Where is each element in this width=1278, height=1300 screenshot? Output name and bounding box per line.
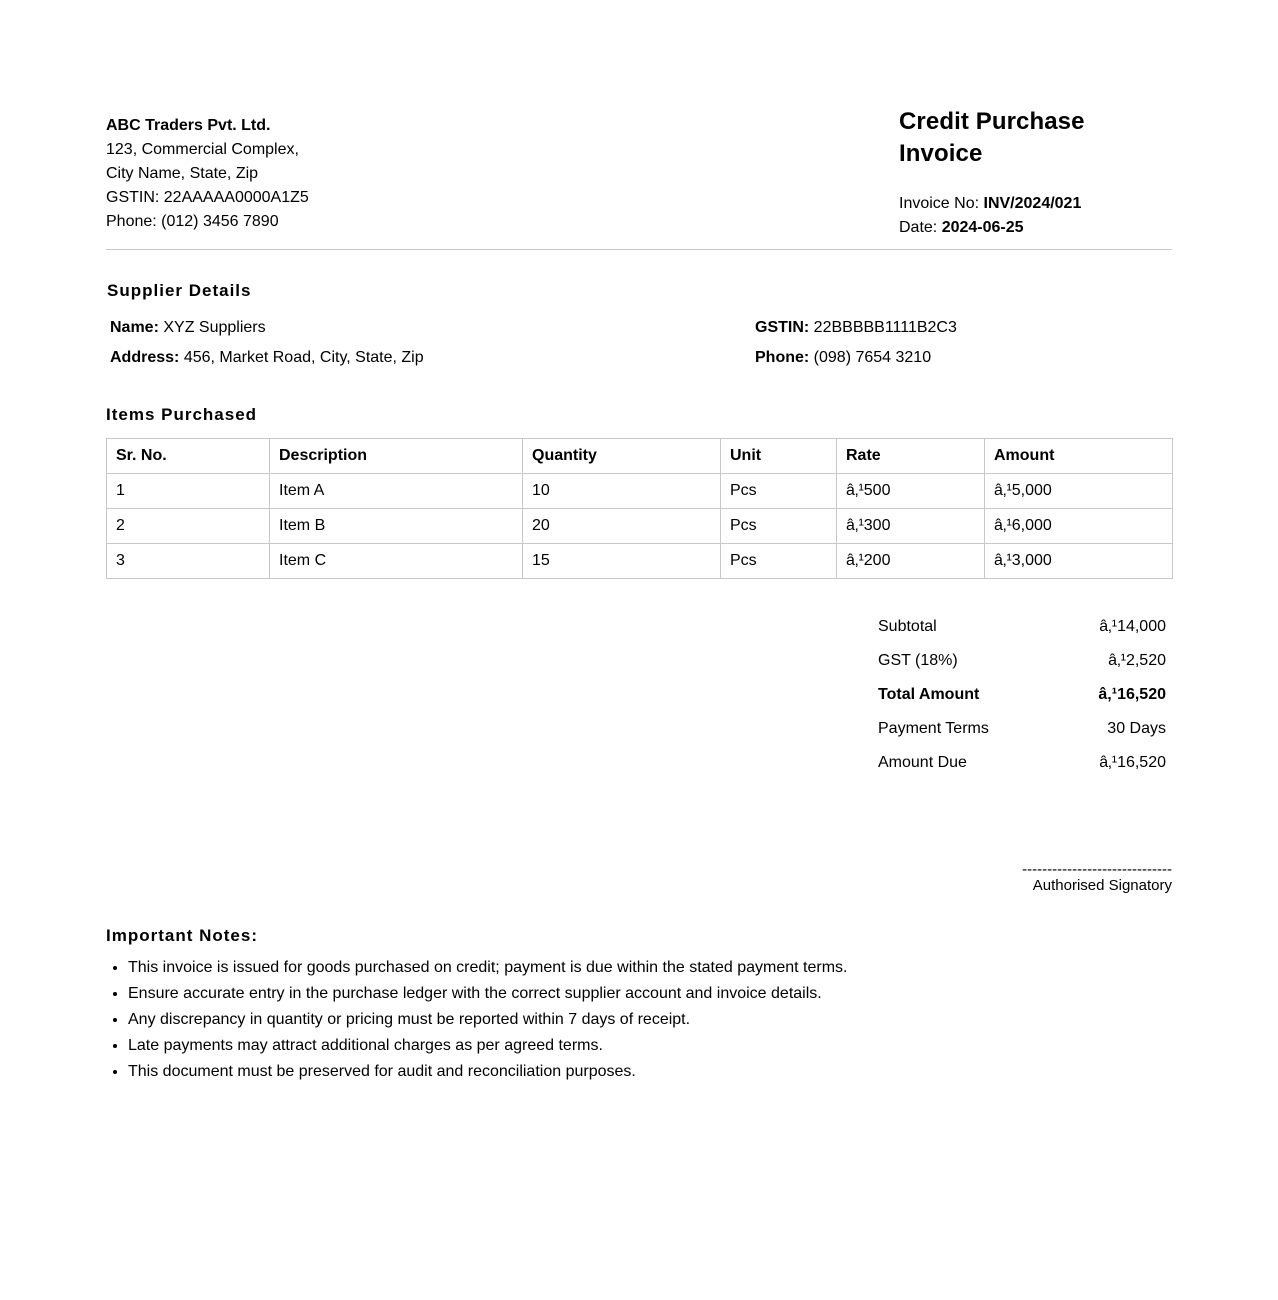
list-item: • This document must be preserved for audit and reconciliation purposes. — [128, 1059, 1128, 1085]
supplier-gstin-label: GSTIN: — [755, 319, 810, 336]
invoice-number: INV/2024/021 — [983, 195, 1082, 212]
company-name: ABC Traders Pvt. Ltd. — [106, 117, 271, 134]
list-item: • Ensure accurate entry in the purchase ledger with the correct supplier account and invoice details. — [128, 981, 1128, 1007]
notes-title: Important Notes: — [106, 926, 258, 945]
company-gstin: GSTIN: 22AAAAA0000A1Z5 — [106, 189, 309, 206]
cell-quantity: 20 — [523, 509, 721, 544]
company-address-line1: 123, Commercial Complex, — [106, 141, 299, 158]
cell-description: Item B — [270, 509, 523, 544]
supplier-phone-row — [755, 347, 931, 369]
column-header-sr-no: Sr. No. — [107, 439, 270, 474]
subtotal-label: Subtotal — [878, 618, 937, 635]
signature-label: Authorised Signatory — [1032, 877, 1172, 894]
supplier-name: XYZ Suppliers — [163, 319, 266, 336]
cell-unit: Pcs — [721, 509, 837, 544]
cell-quantity: 15 — [523, 544, 721, 579]
subtotal-row — [878, 610, 1166, 644]
supplier-address-label: Address: — [110, 349, 180, 366]
company-block — [106, 114, 309, 234]
amount-due-label: Amount Due — [878, 754, 967, 771]
supplier-address-row — [110, 347, 424, 369]
company-phone: Phone: (012) 3456 7890 — [106, 213, 279, 230]
cell-description: Item C — [270, 544, 523, 579]
supplier-phone-label: Phone: — [755, 349, 810, 366]
cell-sr-no: 3 — [107, 544, 270, 579]
signature-block — [1022, 862, 1172, 894]
company-address-line2: City Name, State, Zip — [106, 165, 259, 182]
cell-amount: â‚¹3,000 — [985, 544, 1173, 579]
list-item: • Any discrepancy in quantity or pricing must be reported within 7 days of receipt. — [128, 1007, 1128, 1033]
invoice-date-label: Date: — [899, 219, 938, 236]
supplier-gstin: 22BBBBB1111B2C3 — [813, 319, 957, 336]
invoice-title: Credit Purchase Invoice — [899, 108, 1085, 167]
column-header-amount: Amount — [985, 439, 1173, 474]
supplier-address: 456, Market Road, City, State, Zip — [183, 349, 424, 366]
supplier-gstin-row — [755, 317, 957, 339]
invoice-date: 2024-06-25 — [941, 219, 1024, 236]
cell-sr-no: 1 — [107, 474, 270, 509]
table-row — [107, 509, 1173, 544]
table-row — [107, 474, 1173, 509]
header-divider — [106, 249, 1172, 250]
payment-terms-row — [878, 712, 1166, 746]
cell-rate: â‚¹200 — [837, 544, 985, 579]
cell-unit: Pcs — [721, 544, 837, 579]
gst-label: GST (18%) — [878, 652, 958, 669]
payment-terms-label: Payment Terms — [878, 720, 989, 737]
amount-due-value: â‚¹16,520 — [1099, 754, 1166, 771]
invoice-number-row — [899, 192, 1172, 216]
cell-amount: â‚¹5,000 — [985, 474, 1173, 509]
cell-description: Item A — [270, 474, 523, 509]
items-section-title: Items Purchased — [106, 405, 258, 424]
invoice-meta — [899, 192, 1172, 240]
supplier-phone: (098) 7654 3210 — [813, 349, 932, 366]
cell-sr-no: 2 — [107, 509, 270, 544]
table-row — [107, 544, 1173, 579]
cell-rate: â‚¹300 — [837, 509, 985, 544]
column-header-rate: Rate — [837, 439, 985, 474]
cell-quantity: 10 — [523, 474, 721, 509]
column-header-description: Description — [270, 439, 523, 474]
gst-row — [878, 644, 1166, 678]
total-value: â‚¹16,520 — [1098, 686, 1166, 703]
invoice-date-row — [899, 216, 1172, 240]
payment-terms-value: 30 Days — [1107, 720, 1166, 737]
list-item: • Late payments may attract additional charges as per agreed terms. — [128, 1033, 1128, 1059]
cell-unit: Pcs — [721, 474, 837, 509]
list-item: • This invoice is issued for goods purchased on credit; payment is due within the stated payment terms. — [128, 955, 1128, 981]
supplier-name-row — [110, 317, 266, 339]
subtotal-value: â‚¹14,000 — [1099, 618, 1166, 635]
supplier-section-title: Supplier Details — [107, 281, 252, 300]
totals-block — [878, 610, 1166, 780]
cell-amount: â‚¹6,000 — [985, 509, 1173, 544]
total-label: Total Amount — [878, 686, 980, 703]
notes-list — [106, 955, 1128, 1085]
gst-value: â‚¹2,520 — [1108, 652, 1166, 669]
column-header-unit: Unit — [721, 439, 837, 474]
cell-rate: â‚¹500 — [837, 474, 985, 509]
total-row — [878, 678, 1166, 712]
column-header-quantity: Quantity — [523, 439, 721, 474]
invoice-header — [899, 106, 1172, 240]
supplier-name-label: Name: — [110, 319, 159, 336]
signature-line: ------------------------------ — [1022, 861, 1172, 878]
table-header-row — [107, 439, 1173, 474]
invoice-number-label: Invoice No: — [899, 195, 980, 212]
amount-due-row — [878, 746, 1166, 780]
items-table — [106, 438, 1173, 579]
